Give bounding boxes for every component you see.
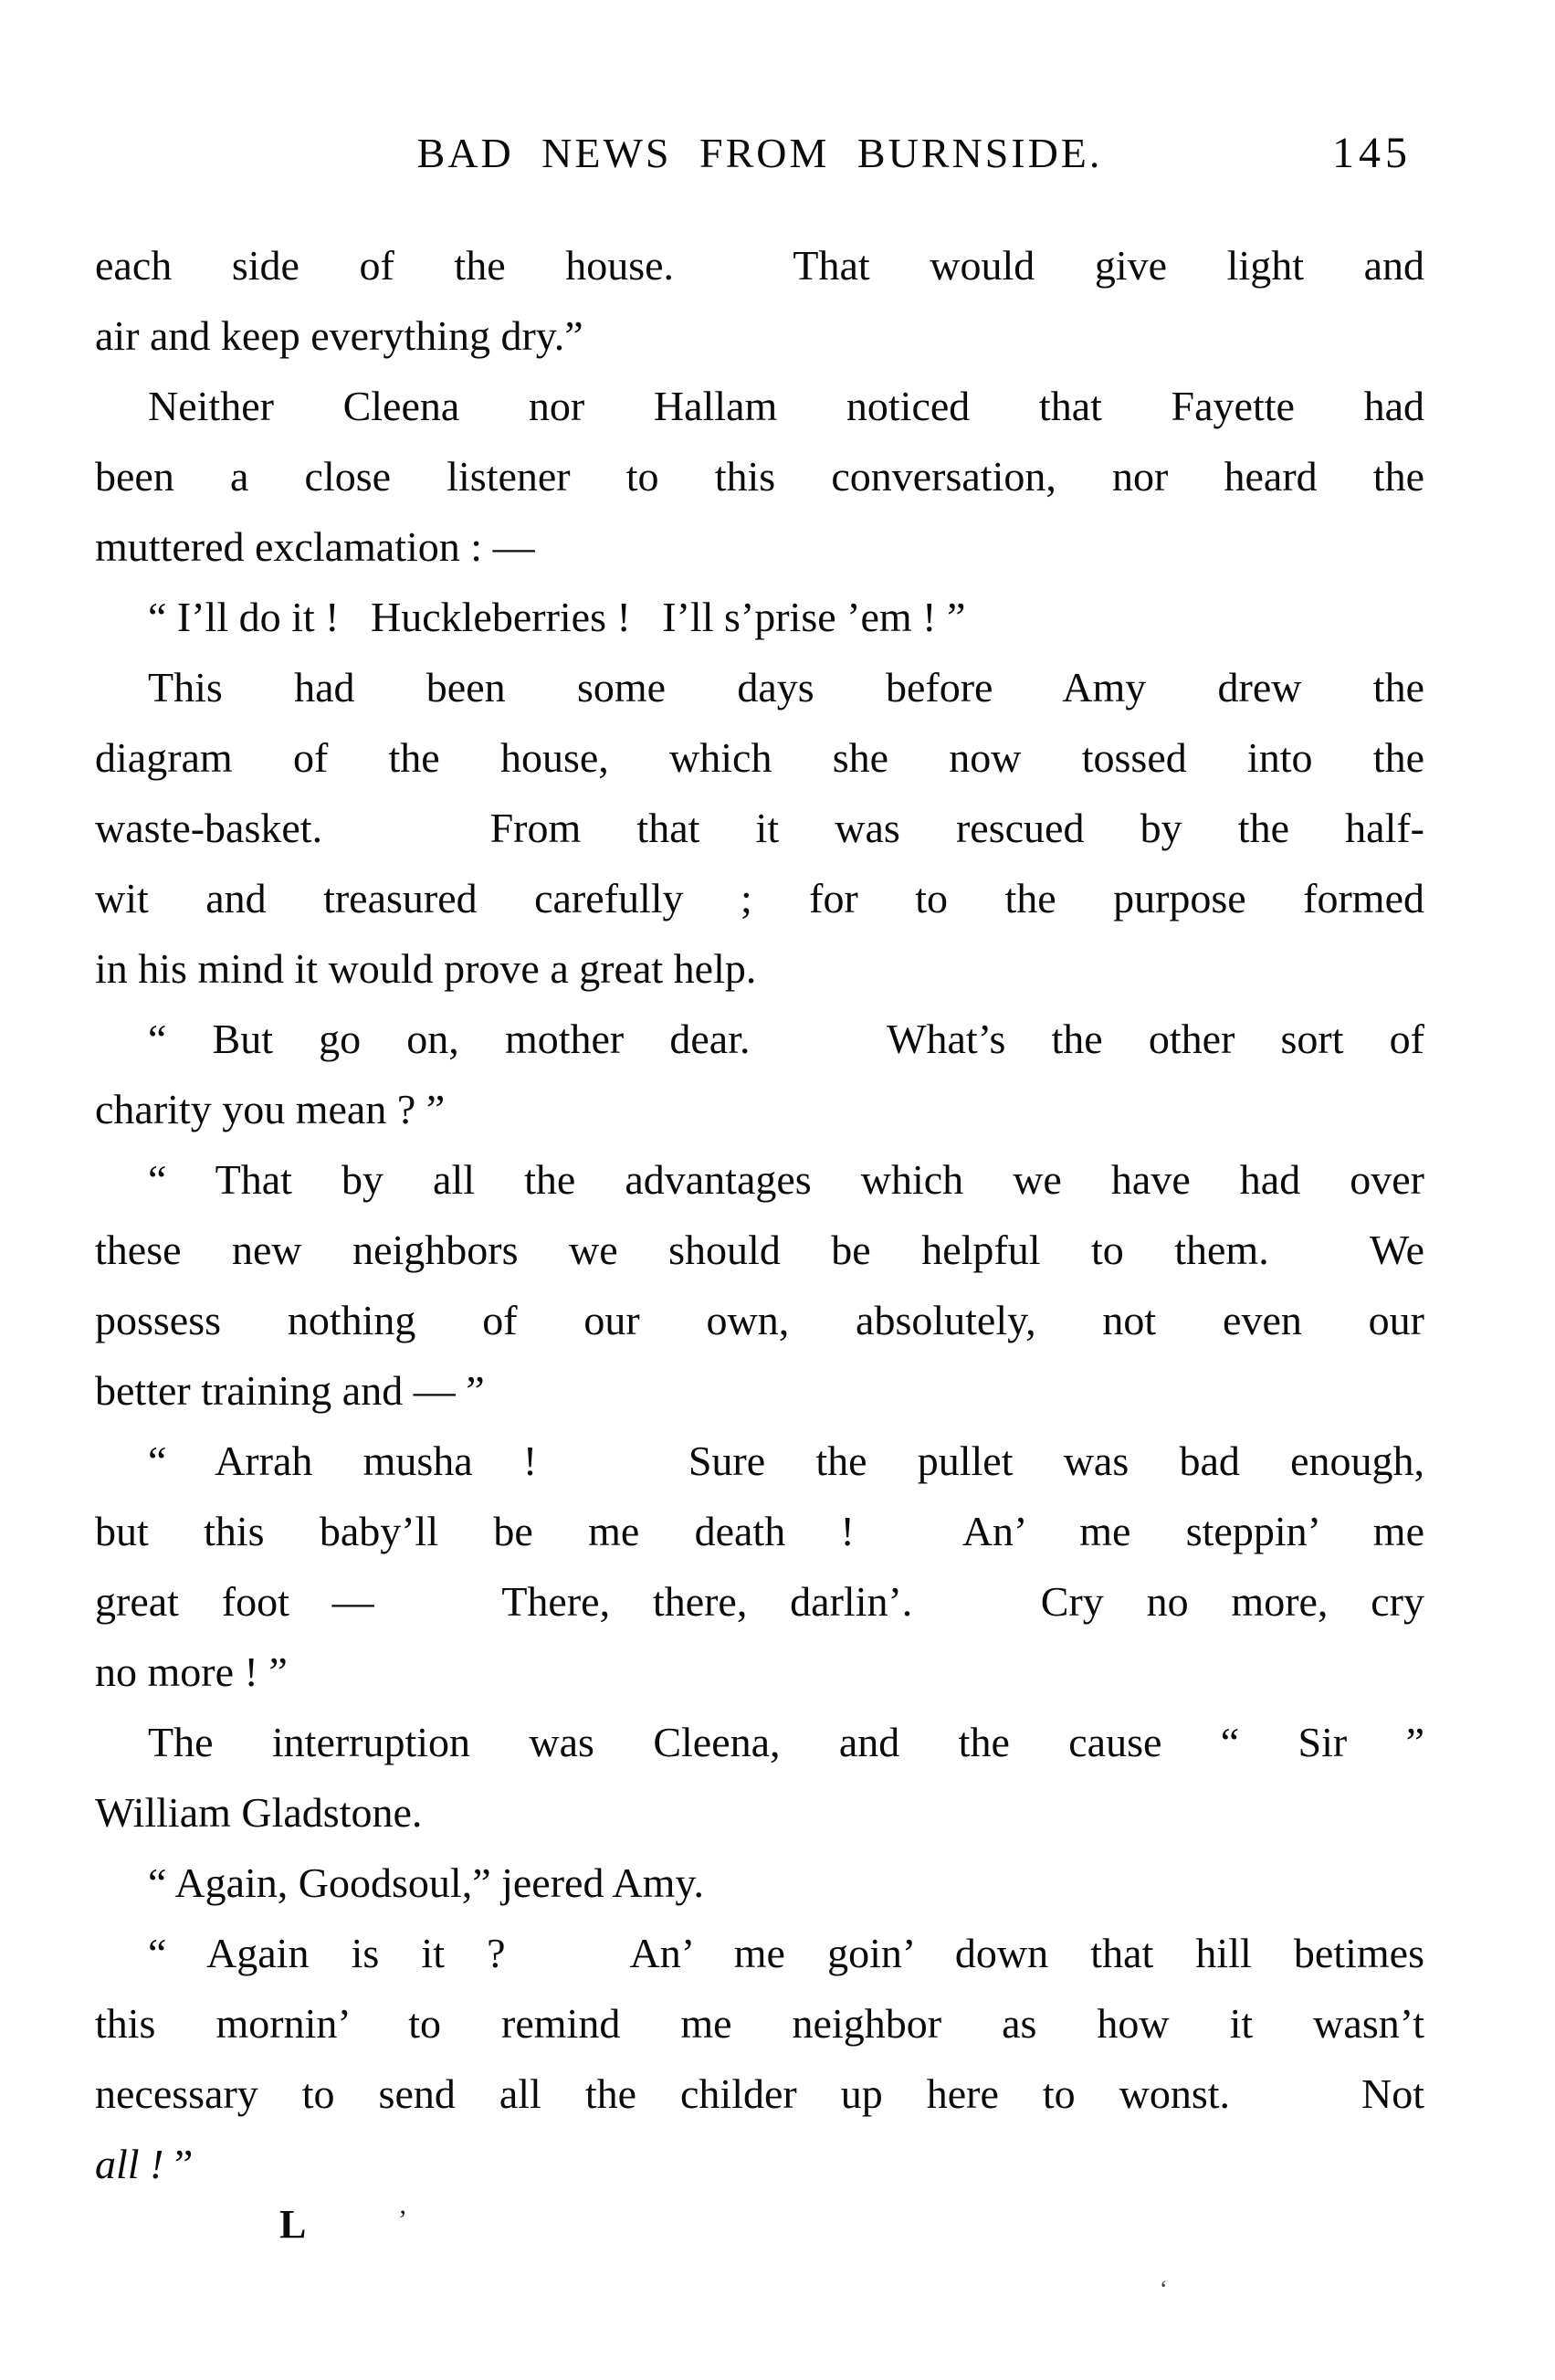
paragraph: [95, 230, 1424, 371]
text-line: no more ! ”: [95, 1648, 288, 1695]
page-number: 145: [1332, 129, 1412, 177]
text-line: waste-basket. From that it was rescued by the half-: [95, 805, 1424, 851]
text-line: muttered exclamation : —: [95, 523, 535, 570]
printer-signature-mark: L: [279, 2202, 307, 2247]
paragraph: [95, 1004, 1424, 1144]
italic-text: all !: [95, 2141, 174, 2187]
text-line: “ That by all the advantages which we have had over: [148, 1156, 1424, 1203]
text-line: each side of the house. That would give light and: [95, 242, 1424, 289]
text-line: “ I’ll do it ! Huckleberries ! I’ll s’prise ’em ! ”: [148, 594, 966, 640]
stray-ink-mark: ‘: [1160, 2276, 1168, 2302]
paragraph: [95, 582, 1424, 652]
text-line: diagram of the house, which she now tossed into the: [95, 734, 1424, 781]
text-line: The interruption was Cleena, and the cause “ Sir ”: [148, 1719, 1424, 1765]
text-line: this mornin’ to remind me neighbor as how it wasn’t: [95, 2000, 1424, 2047]
text-line: been a close listener to this conversation, nor heard the: [95, 453, 1424, 500]
text-line: these new neighbors we should be helpful to them. We: [95, 1227, 1424, 1273]
text-line: air and keep everything dry.”: [95, 312, 583, 359]
paragraph: [95, 652, 1424, 1004]
text-line: possess nothing of our own, absolutely, not even our: [95, 1297, 1424, 1343]
text-line: great foot — There, there, darlin’. Cry no more, cry: [95, 1578, 1424, 1625]
paragraph: [95, 1848, 1424, 1918]
text-line: Neither Cleena nor Hallam noticed that Fayette had: [148, 383, 1424, 429]
text-block: [95, 230, 1424, 2199]
text-line: [95, 2129, 1424, 2199]
paragraph: [95, 1918, 1424, 2199]
paragraph: [95, 1144, 1424, 1426]
text-line: William Gladstone.: [95, 1789, 423, 1836]
text-line: necessary to send all the childer up here to wonst. Not: [95, 2070, 1424, 2117]
text-line: This had been some days before Amy drew the: [148, 664, 1424, 711]
text-line: but this baby’ll be me death ! An’ me steppin’ me: [95, 1508, 1424, 1554]
text-line: “ But go on, mother dear. What’s the other sort of: [148, 1016, 1424, 1062]
text-line: better training and — ”: [95, 1367, 485, 1414]
text-line: wit and treasured carefully ; for to the purpose formed: [95, 875, 1424, 921]
paragraph: [95, 1426, 1424, 1707]
text-line: “ Arrah musha ! Sure the pullet was bad enough,: [148, 1437, 1424, 1484]
stray-ink-mark: ’: [398, 2205, 407, 2235]
paragraph: [95, 1707, 1424, 1848]
text-line: “ Again is it ? An’ me goin’ down that hill betimes: [148, 1930, 1424, 1976]
closing-quote: ”: [173, 2141, 194, 2187]
running-header: [95, 126, 1424, 181]
text-line: in his mind it would prove a great help.: [95, 945, 757, 992]
text-line: “ Again, Goodsoul,” jeered Amy.: [148, 1859, 704, 1906]
paragraph: [95, 371, 1424, 582]
text-line: charity you mean ? ”: [95, 1086, 446, 1132]
chapter-title: BAD NEWS FROM BURNSIDE.: [416, 130, 1103, 176]
